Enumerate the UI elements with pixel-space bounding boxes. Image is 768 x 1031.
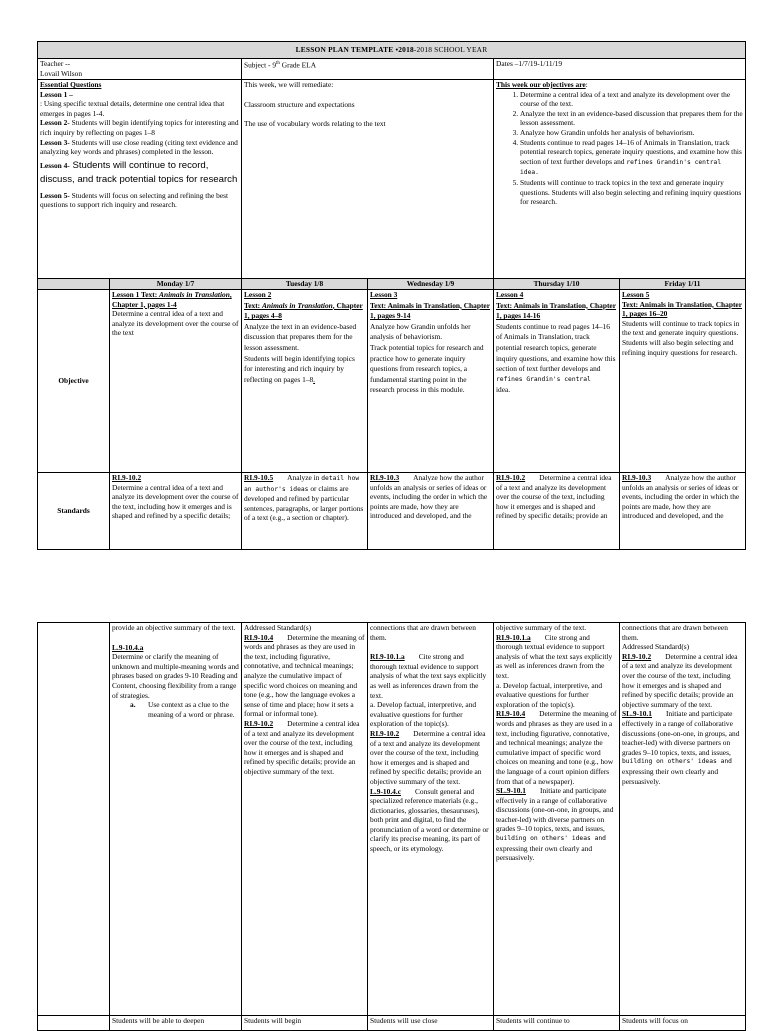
essential-questions-heading: Essential Questions <box>40 80 102 89</box>
objective-monday: Lesson 1 Text: Animals in Translation, Chapter 1, pages 1-4 Determine a central idea of a text and analyze its development over the course of the text <box>110 290 242 473</box>
row-label-objective: Objective <box>38 290 110 473</box>
subject-cell: Subject - 9th Grade ELA <box>242 59 494 80</box>
day-header-friday: Friday 1/11 <box>620 279 746 290</box>
lesson-3-question: Lesson 3- Students will use close reading (citing text evidence and analyzing key words and phrases) completed in the lesson. <box>40 137 238 157</box>
bottom-thursday: Students will continue to <box>494 1016 620 1031</box>
objective-item: 5. Students will continue to track topics in the text and generate inquiry questions. Students will also begin selecting and refining inquiry questions for research. <box>520 178 743 207</box>
day-header-thursday: Thursday 1/10 <box>494 279 620 290</box>
lesson-plan-table-page-2 <box>37 622 746 1031</box>
lesson-2-question: Lesson 2- Students will begin identifying topics for interesting and rich inquiry by reflecting on pages 1–8 <box>40 118 239 137</box>
day-header-monday: Monday 1/7 <box>110 279 242 290</box>
page2-friday: connections that are drawn between them. Addressed Standard(s) RI.9-10.2 Determine a central idea of a text and analyze its development over the course of the text, including how it emerges and is shaped and refined by specific details; provide an objective summary of the text. SL.9-10.1 Initiate and participate effectively in a range of collaborative discussions (one-on-one, in groups, and teacher-led) with diverse partners on grades 9–10 topics, texts, and issues, building on others' ideas and expressing their own clearly and persuasively. <box>620 623 746 1016</box>
page2-monday: provide an objective summary of the text. L.9-10.4.a Determine or clarify the meaning of unknown and multiple-meaning words and phrases based on grades 9-10 Reading and Content, choosing flexibility from a range of strategies. a. Use context as a clue to the meaning of a word or phrase. <box>110 623 242 1016</box>
day-header-tuesday: Tuesday 1/8 <box>242 279 368 290</box>
lesson-1-question: : Using specific textual details, determine one central idea that emerges in pages 1-4. <box>40 99 225 118</box>
lesson-plan-title: LESSON PLAN TEMPLATE •2018-2018 SCHOOL YEAR <box>38 42 746 59</box>
standards-tuesday: RI.9-10.5 Analyze in detail how an author's ideas or claims are developed and refined by particular sentences, paragraphs, or larger portions of a text (e.g., a section or chapter). <box>242 473 368 550</box>
standards-friday: RI.9-10.3 Analyze how the author unfolds an analysis or series of ideas or events, including the order in which the points are made, how they are introduced and developed, and the <box>620 473 746 550</box>
objectives-heading: This week our objectives are: <box>496 80 588 89</box>
lesson-4-question: Lesson 4- Students will continue to record, discuss, and track potential topics for research <box>40 159 238 185</box>
lesson-plan-table-page-1 <box>37 41 746 550</box>
objective-item: 3. Analyze how Grandin unfolds her analysis of behaviorism. <box>520 128 743 138</box>
remediate-item-1: Classroom structure and expectations <box>244 99 355 109</box>
standards-thursday: RI.9-10.2 Determine a central idea of a text and analyze its development over the course of the text, including how it emerges and is shaped and refined by specific details; provide an <box>494 473 620 550</box>
bottom-wednesday: Students will use close <box>368 1016 494 1031</box>
row-label-empty-2 <box>38 1016 110 1031</box>
objective-item: 4. Students continue to read pages 14–16 of Animals in Translation, track potential research topics, generate inquiry questions, and examine how this section of text further develops and refines Grandin's central idea. <box>520 138 743 178</box>
teacher-name: Lovail Wilson <box>40 68 83 78</box>
objectives-cell <box>494 80 746 279</box>
page2-wednesday: connections that are drawn between them. RI.9-10.1.a Cite strong and thorough textual evidence to support analysis of what the text says explicitly as well as inferences drawn from the text. a. Develop factual, interpretive, and evaluative questions for further exploration of the topic(s). RI.9-10.2 Determine a central idea of a text and analyze its development over the course of the text, including how it emerges and is shaped and refined by specific details; provide an objective summary of the text. L.9-10.4.c Consult general and specialized reference materials (e.g., dictionaries, glossaries, thesauruses), both print and digital, to find the pronunciation of a word or determine or clarify its precise meaning, its part of speech, or its etymology. <box>368 623 494 1016</box>
row-label-empty <box>38 623 110 1016</box>
lesson-5-question: Lesson 5- Students will focus on selecting and refining the best questions to support rich inquiry and research. <box>40 190 229 210</box>
remediate-heading: This week, we will remediate: <box>244 80 334 89</box>
standards-wednesday: RI.9-10.3 Analyze how the author unfolds an analysis or series of ideas or events, including the order in which the points are made, how they are introduced and developed, and the <box>368 473 494 550</box>
standards-monday: RI.9-10.2 Determine a central idea of a text and analyze its development over the course of the text, including how it emerges and is shaped and refined by a specific details; <box>110 473 242 550</box>
page2-tuesday: Addressed Standard(s) RI.9-10.4 Determine the meaning of words and phrases as they are used in the text, including figurative, connotative, and technical meanings; analyze the cumulative impact of specific word choices on meaning and tone (e.g., how the language evokes a sense of time and place; how it sets a formal or informal tone). RI.9-10.2 Determine a central idea of a text and analyze its development over the course of the text, including how it emerges and is shaped and refined by specific details; provide an objective summary of the text. <box>242 623 368 1016</box>
lesson-1-label: Lesson 1 – <box>40 89 73 99</box>
teacher-label: Teacher -- <box>40 59 71 68</box>
bottom-friday: Students will focus on <box>620 1016 746 1031</box>
remediate-cell <box>242 80 494 279</box>
teacher-cell <box>38 59 242 80</box>
dates-cell: Dates –1/7/19-1/11/19 <box>494 59 746 80</box>
objective-thursday: Lesson 4 Text: Animals in Translation, Chapter 1, pages 14-16 Students continue to read pages 14–16 of Animals in Translation, track potential research topics, generate inquiry questions, and examine how this section of text further develops and refines Grandin's central idea. <box>494 290 620 473</box>
objective-item: 1. Determine a central idea of a text and analyze its development over the course of the text. <box>520 90 743 109</box>
corner-cell <box>38 279 110 290</box>
objectives-list <box>496 90 743 207</box>
page2-thursday: objective summary of the text. RI.9-10.1.a Cite strong and thorough textual evidence to support analysis of what the text says explicitly as well as inferences drawn from the text. a. Develop factual, interpretive, and evaluative questions for further exploration of the topic(s). RI.9-10.4 Determine the meaning of words and phrases as they are used in a text, including figurative, connotative, and technical meanings; analyze the cumulative impact of specific word choices on meaning and tone (e.g., how the language of a court opinion differs from that of a newspaper). SL.9-10.1 Initiate and participate effectively in a range of collaborative discussions (one-on-one, in groups, and teacher-led) with diverse partners on grades 9–10 topics, texts, and issues, building on others' ideas and expressing their own clearly and persuasively. <box>494 623 620 1016</box>
objective-wednesday: Lesson 3 Text: Animals in Translation, Chapter 1, pages 9-14 Analyze how Grandin unfolds her analysis of behaviorism. Track potential topics for research and practice how to generate inquiry questions from research topics, a fundamental starting point in the research process in this module. <box>368 290 494 473</box>
row-label-standards: Standards <box>38 473 110 550</box>
bottom-monday: Students will be able to deepen <box>110 1016 242 1031</box>
bottom-tuesday: Students will begin <box>242 1016 368 1031</box>
objective-friday: Lesson 5 Text: Animals in Translation, Chapter 1, pages 16–20 Students will continue to track topics in the text and generate inquiry questions. Students will also begin selecting and refining inquiry questions for research. <box>620 290 746 473</box>
objective-item: 2. Analyze the text in an evidence-based discussion that prepares them for the lesson assessment. <box>520 109 743 128</box>
remediate-item-2: The use of vocabulary words relating to the text <box>244 119 386 129</box>
objective-tuesday: Lesson 2 Text: Animals in Translation, Chapter 1, pages 4–8 Analyze the text in an evidence-based discussion that prepares them for the lesson assessment. Students will begin identifying topics for interesting and rich inquiry by reflecting on pages 1–8. <box>242 290 368 473</box>
day-header-wednesday: Wednesday 1/9 <box>368 279 494 290</box>
essential-questions-cell <box>38 80 242 279</box>
